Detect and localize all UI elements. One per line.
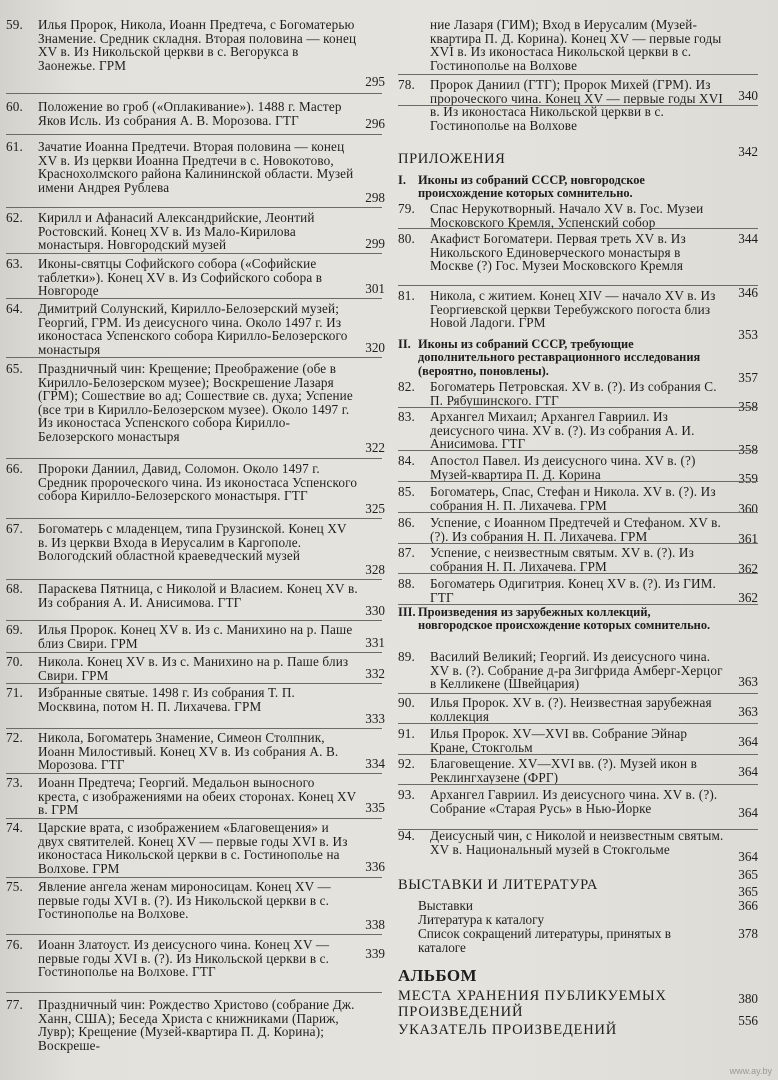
page-number: 380 <box>738 991 758 1006</box>
page-number: 344 <box>738 231 758 246</box>
page-number: 330 <box>365 603 385 618</box>
list-item: 77. Праздничный чин: Рождество Христово (собрание Дж. Ханн, США); Беседа Христа с книжниками (Париж, Лувр); Крещение (Музей-квартира П. Д. Корина); Воскреше- <box>6 997 355 1053</box>
divider <box>398 407 758 408</box>
list-item: 79. Спас Нерукотворный. Начало XV в. Гос. Музеи Московского Кремля, Успенский собор <box>398 201 704 230</box>
divider <box>6 934 382 935</box>
divider <box>6 728 382 729</box>
page-number: 360 <box>738 501 758 516</box>
divider <box>6 620 382 621</box>
list-item: 74. Царские врата, с изображением «Благовещения» и двух святителей. Конец XV — первые годы XVI в. Из иконостаса Никольской церкви в с. Гостинополье на Волхове. ГРМ <box>6 820 348 876</box>
list-item: 82. Богоматерь Петровская. XV в. (?). Из собрания С. П. Рябушинского. ГТГ <box>398 379 717 408</box>
divider <box>6 652 382 653</box>
page-number: 364 <box>738 805 758 820</box>
divider <box>398 723 758 724</box>
page-number: 364 <box>738 764 758 779</box>
page-number: 296 <box>365 116 385 131</box>
divider <box>6 992 382 993</box>
list-item: 88. Богоматерь Одигитрия. Конец XV в. (?). Из ГИМ. ГТГ <box>398 576 716 605</box>
page-number: 328 <box>365 562 385 577</box>
index-heading: УКАЗАТЕЛЬ ПРОИЗВЕДЕНИЙ <box>398 1022 618 1038</box>
divider <box>398 105 758 106</box>
divider <box>398 543 758 544</box>
page-number: 362 <box>738 561 758 576</box>
divider <box>398 228 758 229</box>
page-number: 353 <box>738 327 758 342</box>
divider <box>398 481 758 482</box>
divider <box>6 877 382 878</box>
list-item: 64. Димитрий Солунский, Кирилло-Белозерский музей; Георгий, ГРМ. Из деисусного чина. Около 1497 г. Из иконостаса Успенского собора Кирилло-Белозерского монастыря <box>6 301 348 357</box>
page-number: 322 <box>365 440 385 455</box>
page-number: 299 <box>365 236 385 251</box>
page-number: 365 <box>738 884 758 899</box>
section-title: II. Иконы из собраний СССР, требующие дополнительного реставрационного исследования (вероятно, поновлены). <box>398 337 701 378</box>
divider <box>6 207 382 208</box>
list-item: 75. Явление ангела женам мироносицам. Конец XV — первые годы XVI в. (?). Из Никольской церкви в с. Гостинополье на Волхове. <box>6 879 331 922</box>
page-number: 363 <box>738 704 758 719</box>
page-number: 301 <box>365 281 385 296</box>
page-number: 556 <box>738 1013 758 1028</box>
list-item: 67. Богоматерь с младенцем, типа Грузинской. Конец XV в. Из церкви Входа в Иерусалим в Каргополе. Вологодский областной краеведческий музей <box>6 521 347 564</box>
page-number: 364 <box>738 849 758 864</box>
list-item: Выставки <box>418 898 473 913</box>
divider <box>6 357 382 358</box>
list-item: 90. Илья Пророк. XV в. (?). Неизвестная зарубежная коллекция <box>398 695 712 724</box>
page-number: 363 <box>738 674 758 689</box>
divider <box>6 518 382 519</box>
list-item: 78. Пророк Даниил (ГТГ); Пророк Михей (ГРМ). Из пророческого чина. Конец XV — первые годы XVI в. Из иконостаса Никольской церкви в с. Гостинополье на Волхове <box>398 77 723 133</box>
list-item: 68. Параскева Пятница, с Николой и Власием. Конец XV в. Из собрания А. И. Анисимова. ГТГ <box>6 581 358 610</box>
page-number: 320 <box>365 340 385 355</box>
watermark: www.ay.by <box>729 1066 772 1076</box>
list-item: 71. Избранные святые. 1498 г. Из собрания Т. П. Москвина, потом Н. П. Лихачева. ГРМ <box>6 685 295 714</box>
list-item: Литература к каталогу <box>418 912 545 927</box>
divider <box>398 784 758 785</box>
page-number: 339 <box>365 946 385 961</box>
list-item: ние Лазаря (ГИМ); Вход в Иерусалим (Музей-квартира П. Д. Корина). Конец XV — первые годы XVI в. Из иконостаса Никольской церкви в с. Гостинополье на Волхове <box>430 17 722 73</box>
list-item: 76. Иоанн Златоуст. Из деисусного чина. Конец XV — первые годы XVI в. (?). Из Никольской церкви в с. Гостинополье на Волхове. ГТГ <box>6 937 330 980</box>
section-title: III. Произведения из зарубежных коллекций, новгородское происхождение которых сомнительно. <box>398 605 711 633</box>
page-number: 358 <box>738 442 758 457</box>
list-item: 86. Успение, с Иоанном Предтечей и Стефаном. XV в. (?). Из собрания Н. П. Лихачева. ГРМ <box>398 515 721 544</box>
album-heading: АЛЬБОМ <box>398 966 477 985</box>
page-number: 340 <box>738 88 758 103</box>
page-number: 346 <box>738 285 758 300</box>
list-item: 72. Никола, Богоматерь Знамение, Симеон Столпник, Иоанн Милостивый. Конец XV в. Из собрания А. В. Морозова. ГТГ <box>6 730 339 773</box>
section-title: I. Иконы из собраний СССР, новгородское происхождение которых сомнительно. <box>398 173 645 201</box>
page-number: 359 <box>738 471 758 486</box>
list-item: 80. Акафист Богоматери. Первая треть XV в. Из Никольского Единоверческого монастыря в Москве (?) Гос. Музеи Московского Кремля <box>398 231 686 274</box>
list-item: 60. Положение во гроб («Оплакивание»). 1488 г. Мастер Яков Исль. Из собрания А. В. Морозова. ГТГ <box>6 99 342 128</box>
divider <box>6 579 382 580</box>
list-item: 69. Илья Пророк. Конец XV в. Из с. Манихино на р. Паше близ Свири. ГРМ <box>6 622 353 651</box>
list-item: 94. Деисусный чин, с Николой и неизвестным святым. XV в. Национальный музей в Стокгольме <box>398 828 724 857</box>
list-item: 59. Илья Пророк, Никола, Иоанн Предтеча, с Богоматерью Знамение. Средник складня. Вторая половина — конец XV в. Из Никольской церкви в с. Вегорукса в Заонежье. ГРМ <box>6 17 357 73</box>
page-number: 361 <box>738 531 758 546</box>
page-number: 336 <box>365 859 385 874</box>
page-number: 365 <box>738 867 758 882</box>
divider <box>6 818 382 819</box>
list-item: 91. Илья Пророк. XV—XVI вв. Собрание Эйнар Кране, Стокгольм <box>398 726 688 755</box>
page-number: 357 <box>738 370 758 385</box>
list-item: 87. Успение, с неизвестным святым. XV в. (?). Из собрания Н. П. Лихачева. ГРМ <box>398 545 694 574</box>
list-item: 83. Архангел Михаил; Архангел Гавриил. Из деисусного чина. XV в. (?). Из собрания А. И. Анисимова. ГТГ <box>398 409 695 452</box>
divider <box>6 458 382 459</box>
divider <box>398 573 758 574</box>
locations-heading: МЕСТА ХРАНЕНИЯ ПУБЛИКУЕМЫХ ПРОИЗВЕДЕНИЙ <box>398 988 667 1020</box>
page-number: 358 <box>738 399 758 414</box>
divider <box>398 74 758 75</box>
page-number: 333 <box>365 711 385 726</box>
page-number: 332 <box>365 666 385 681</box>
page-number: 378 <box>738 926 758 941</box>
list-item: 63. Иконы-святцы Софийского собора («Софийские таблетки»). Конец XV в. Из Софийского собора в Новгороде <box>6 256 323 299</box>
divider <box>398 512 758 513</box>
divider <box>6 298 382 299</box>
page-number: 342 <box>738 144 758 159</box>
list-item: 73. Иоанн Предтеча; Георгий. Медальон выносного креста, с изображениями на обеих сторонах. Конец XV в. ГРМ <box>6 775 357 818</box>
divider <box>398 285 758 286</box>
list-item: 93. Архангел Гавриил. Из деисусного чина. XV в. (?). Собрание «Старая Русь» в Нью-Йорке <box>398 787 718 816</box>
page-number: 338 <box>365 917 385 932</box>
list-item: 70. Никола. Конец XV в. Из с. Манихино на р. Паше близ Свири. ГРМ <box>6 654 349 683</box>
list-item: 65. Праздничный чин: Крещение; Преображение (обе в Кирилло-Белозерском музее); Воскрешение Лазаря (ГРМ); Сошествие во ад; Сошествие св. духа; Успение (все три в Кирилло-Белозерском музее). Около 1497 г. Из иконостаса Успенского собора Кирилло-Белозерского монастыря <box>6 361 353 444</box>
page-number: 331 <box>365 635 385 650</box>
divider <box>6 134 382 135</box>
page-number: 298 <box>365 190 385 205</box>
page-number: 335 <box>365 800 385 815</box>
divider <box>6 253 382 254</box>
list-item: 66. Пророки Даниил, Давид, Соломон. Около 1497 г. Средник пророческого чина. Из иконостаса Успенского собора Кирилло-Белозерского монастыря. ГТГ <box>6 461 358 504</box>
page-number: 364 <box>738 734 758 749</box>
list-item: 62. Кирилл и Афанасий Александрийские, Леонтий Ростовский. Конец XV в. Из Мало-Кирилова монастыря. Новгородский музей <box>6 210 315 253</box>
list-item: 61. Зачатие Иоанна Предтечи. Вторая половина — конец XV в. Из церкви Иоанна Предтечи в с. Новокотово, Краснохолмского района Калининской области. Музей имени Андрея Рублева <box>6 139 354 195</box>
section-heading-appendices: ПРИЛОЖЕНИЯ <box>398 151 506 167</box>
list-item: 92. Благовещение. XV—XVI вв. (?). Музей икон в Реклингхаузене (ФРГ) <box>398 756 698 785</box>
list-item: 81. Никола, с житием. Конец XIV — начало XV в. Из Георгиевской церкви Теребужского погоста близ Новой Ладоги. ГРМ <box>398 288 716 331</box>
list-item: 84. Апостол Павел. Из деисусного чина. XV в. (?) Музей-квартира П. Д. Корина <box>398 453 696 482</box>
page-number: 325 <box>365 501 385 516</box>
list-item: 89. Василий Великий; Георгий. Из деисусного чина. XV в. (?). Собрание д-ра Зигфрида Амберг-Херцог в Келликене (Швейцария) <box>398 649 723 692</box>
divider <box>6 773 382 774</box>
list-item: Список сокращений литературы, принятых в каталоге <box>418 926 672 955</box>
list-item: 85. Богоматерь, Спас, Стефан и Никола. XV в. (?). Из собрания Н. П. Лихачева. ГРМ <box>398 484 716 513</box>
section-heading-exhibitions: ВЫСТАВКИ И ЛИТЕРАТУРА <box>398 877 598 893</box>
divider <box>398 754 758 755</box>
page-number: 362 <box>738 590 758 605</box>
divider <box>6 93 382 94</box>
page-number: 366 <box>738 898 758 913</box>
page-number: 295 <box>365 74 385 89</box>
divider <box>6 683 382 684</box>
divider <box>398 693 758 694</box>
divider <box>398 450 758 451</box>
page-number: 334 <box>365 756 385 771</box>
